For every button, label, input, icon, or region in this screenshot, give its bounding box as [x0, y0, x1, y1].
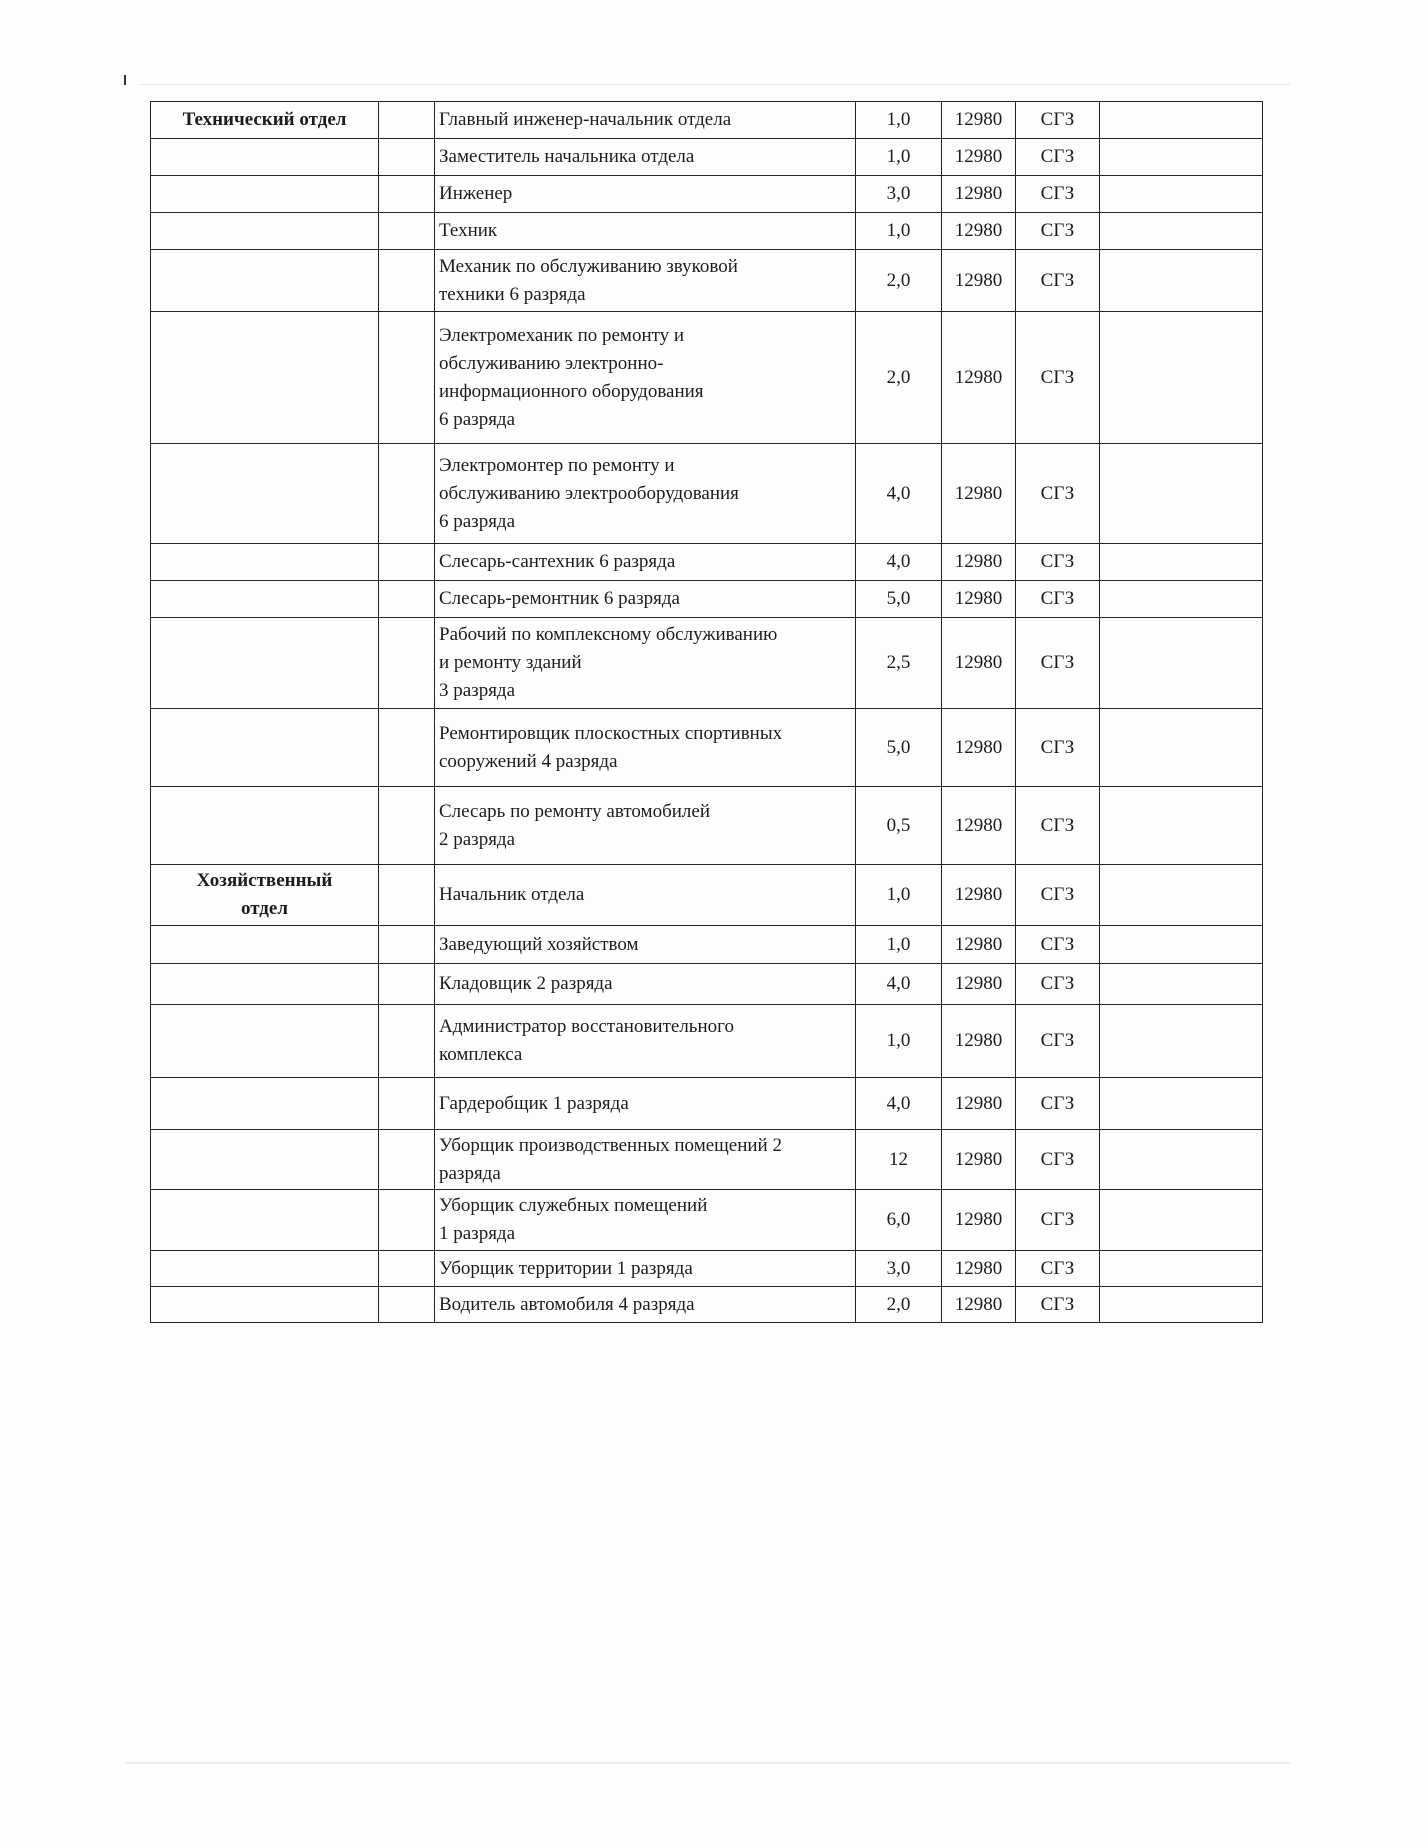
empty-cell: [379, 1078, 435, 1130]
staff-count: 1,0: [856, 102, 942, 139]
position-title: Слесарь-ремонтник 6 разряда: [435, 581, 856, 618]
note-cell: [1100, 709, 1263, 787]
note-cell: [1100, 1078, 1263, 1130]
note-cell: [1100, 444, 1263, 544]
staff-count: 1,0: [856, 139, 942, 176]
empty-cell: [379, 139, 435, 176]
empty-cell: [379, 213, 435, 250]
table-row: [151, 139, 1263, 176]
note-cell: [1100, 102, 1263, 139]
table-row: [151, 865, 1263, 926]
empty-cell: [379, 865, 435, 926]
note-cell: [1100, 1130, 1263, 1190]
note-cell: [1100, 787, 1263, 865]
staff-count: 3,0: [856, 1251, 942, 1287]
table-row: [151, 787, 1263, 865]
staff-count: 1,0: [856, 865, 942, 926]
pay-system-code: СГЗ: [1016, 581, 1100, 618]
pay-system-code: СГЗ: [1016, 865, 1100, 926]
note-cell: [1100, 176, 1263, 213]
salary-value: 12980: [942, 1190, 1016, 1251]
empty-cell: [379, 544, 435, 581]
position-title: Начальник отдела: [435, 865, 856, 926]
note-cell: [1100, 213, 1263, 250]
staff-count: 2,0: [856, 312, 942, 444]
empty-cell: [379, 250, 435, 312]
note-cell: [1100, 926, 1263, 964]
scan-shadow-line: [140, 84, 1290, 85]
table-row: [151, 1078, 1263, 1130]
salary-value: 12980: [942, 213, 1016, 250]
note-cell: [1100, 865, 1263, 926]
department-name: Хозяйственный отдел: [151, 865, 379, 926]
position-title: Механик по обслуживанию звуковой техники 6 разряда: [435, 250, 856, 312]
salary-value: 12980: [942, 1078, 1016, 1130]
note-cell: [1100, 1251, 1263, 1287]
staff-count: 4,0: [856, 1078, 942, 1130]
scan-edge-mark: [124, 75, 126, 85]
staff-count: 1,0: [856, 1005, 942, 1078]
position-title: Администратор восстановительного комплекса: [435, 1005, 856, 1078]
pay-system-code: СГЗ: [1016, 444, 1100, 544]
department-cell-continued: [151, 1078, 379, 1130]
empty-cell: [379, 787, 435, 865]
salary-value: 12980: [942, 544, 1016, 581]
pay-system-code: СГЗ: [1016, 1005, 1100, 1078]
salary-value: 12980: [942, 865, 1016, 926]
note-cell: [1100, 1005, 1263, 1078]
position-title: Рабочий по комплексному обслуживанию и ремонту зданий 3 разряда: [435, 618, 856, 709]
department-name: Технический отдел: [151, 102, 379, 139]
table-row: [151, 709, 1263, 787]
staff-count: 4,0: [856, 544, 942, 581]
pay-system-code: СГЗ: [1016, 787, 1100, 865]
table-row: [151, 926, 1263, 964]
empty-cell: [379, 1190, 435, 1251]
position-title: Слесарь по ремонту автомобилей 2 разряда: [435, 787, 856, 865]
staff-count: 2,0: [856, 1287, 942, 1323]
position-title: Электромеханик по ремонту и обслуживанию электронно- информационного оборудования 6 разряда: [435, 312, 856, 444]
department-cell-continued: [151, 1130, 379, 1190]
salary-value: 12980: [942, 312, 1016, 444]
department-cell-continued: [151, 1005, 379, 1078]
pay-system-code: СГЗ: [1016, 250, 1100, 312]
note-cell: [1100, 139, 1263, 176]
salary-value: 12980: [942, 444, 1016, 544]
staff-count: 12: [856, 1130, 942, 1190]
position-title: Уборщик служебных помещений 1 разряда: [435, 1190, 856, 1251]
department-cell-continued: [151, 250, 379, 312]
pay-system-code: СГЗ: [1016, 1130, 1100, 1190]
department-cell-continued: [151, 544, 379, 581]
salary-value: 12980: [942, 964, 1016, 1005]
pay-system-code: СГЗ: [1016, 964, 1100, 1005]
department-cell-continued: [151, 964, 379, 1005]
pay-system-code: СГЗ: [1016, 1251, 1100, 1287]
department-cell-continued: [151, 581, 379, 618]
staff-count: 2,0: [856, 250, 942, 312]
department-cell-continued: [151, 926, 379, 964]
empty-cell: [379, 964, 435, 1005]
empty-cell: [379, 618, 435, 709]
table-row: [151, 213, 1263, 250]
position-title: Уборщик территории 1 разряда: [435, 1251, 856, 1287]
staff-count: 6,0: [856, 1190, 942, 1251]
staffing-table: [150, 101, 1263, 1323]
note-cell: [1100, 964, 1263, 1005]
table-row: [151, 618, 1263, 709]
table-row: [151, 312, 1263, 444]
table-row: [151, 1190, 1263, 1251]
table-row: [151, 444, 1263, 544]
table-row: [151, 544, 1263, 581]
note-cell: [1100, 618, 1263, 709]
staff-count: 1,0: [856, 213, 942, 250]
pay-system-code: СГЗ: [1016, 1078, 1100, 1130]
department-cell-continued: [151, 176, 379, 213]
department-cell-continued: [151, 1190, 379, 1251]
salary-value: 12980: [942, 139, 1016, 176]
department-cell-continued: [151, 1287, 379, 1323]
table-row: [151, 1005, 1263, 1078]
pay-system-code: СГЗ: [1016, 176, 1100, 213]
staff-count: 1,0: [856, 926, 942, 964]
empty-cell: [379, 1287, 435, 1323]
pay-system-code: СГЗ: [1016, 544, 1100, 581]
pay-system-code: СГЗ: [1016, 926, 1100, 964]
staffing-table-body: [151, 102, 1263, 1323]
pay-system-code: СГЗ: [1016, 1287, 1100, 1323]
department-cell-continued: [151, 213, 379, 250]
department-cell-continued: [151, 444, 379, 544]
note-cell: [1100, 250, 1263, 312]
table-row: [151, 964, 1263, 1005]
pay-system-code: СГЗ: [1016, 213, 1100, 250]
staff-count: 4,0: [856, 964, 942, 1005]
department-cell-continued: [151, 709, 379, 787]
empty-cell: [379, 581, 435, 618]
empty-cell: [379, 444, 435, 544]
pay-system-code: СГЗ: [1016, 709, 1100, 787]
salary-value: 12980: [942, 1287, 1016, 1323]
salary-value: 12980: [942, 618, 1016, 709]
staff-count: 0,5: [856, 787, 942, 865]
position-title: Ремонтировщик плоскостных спортивных сооружений 4 разряда: [435, 709, 856, 787]
table-row: [151, 102, 1263, 139]
pay-system-code: СГЗ: [1016, 102, 1100, 139]
empty-cell: [379, 926, 435, 964]
table-row: [151, 1130, 1263, 1190]
note-cell: [1100, 312, 1263, 444]
salary-value: 12980: [942, 1251, 1016, 1287]
salary-value: 12980: [942, 787, 1016, 865]
salary-value: 12980: [942, 176, 1016, 213]
scan-shadow-line: [125, 1762, 1290, 1764]
table-row: [151, 581, 1263, 618]
position-title: Техник: [435, 213, 856, 250]
staff-count: 3,0: [856, 176, 942, 213]
table-row: [151, 250, 1263, 312]
table-row: [151, 1251, 1263, 1287]
position-title: Заместитель начальника отдела: [435, 139, 856, 176]
department-cell-continued: [151, 787, 379, 865]
table-row: [151, 1287, 1263, 1323]
salary-value: 12980: [942, 926, 1016, 964]
pay-system-code: СГЗ: [1016, 618, 1100, 709]
department-cell-continued: [151, 1251, 379, 1287]
salary-value: 12980: [942, 1130, 1016, 1190]
empty-cell: [379, 1130, 435, 1190]
note-cell: [1100, 1287, 1263, 1323]
note-cell: [1100, 581, 1263, 618]
position-title: Электромонтер по ремонту и обслуживанию электрооборудования 6 разряда: [435, 444, 856, 544]
position-title: Инженер: [435, 176, 856, 213]
department-cell-continued: [151, 312, 379, 444]
position-title: Заведующий хозяйством: [435, 926, 856, 964]
empty-cell: [379, 176, 435, 213]
pay-system-code: СГЗ: [1016, 139, 1100, 176]
staff-count: 5,0: [856, 709, 942, 787]
empty-cell: [379, 1005, 435, 1078]
empty-cell: [379, 312, 435, 444]
position-title: Водитель автомобиля 4 разряда: [435, 1287, 856, 1323]
salary-value: 12980: [942, 581, 1016, 618]
empty-cell: [379, 102, 435, 139]
salary-value: 12980: [942, 1005, 1016, 1078]
table-row: [151, 176, 1263, 213]
note-cell: [1100, 544, 1263, 581]
pay-system-code: СГЗ: [1016, 1190, 1100, 1251]
empty-cell: [379, 1251, 435, 1287]
position-title: Главный инженер-начальник отдела: [435, 102, 856, 139]
salary-value: 12980: [942, 709, 1016, 787]
pay-system-code: СГЗ: [1016, 312, 1100, 444]
position-title: Кладовщик 2 разряда: [435, 964, 856, 1005]
position-title: Уборщик производственных помещений 2 разряда: [435, 1130, 856, 1190]
position-title: Слесарь-сантехник 6 разряда: [435, 544, 856, 581]
staff-count: 4,0: [856, 444, 942, 544]
note-cell: [1100, 1190, 1263, 1251]
staff-count: 2,5: [856, 618, 942, 709]
salary-value: 12980: [942, 102, 1016, 139]
empty-cell: [379, 709, 435, 787]
department-cell-continued: [151, 618, 379, 709]
department-cell-continued: [151, 139, 379, 176]
staff-count: 5,0: [856, 581, 942, 618]
salary-value: 12980: [942, 250, 1016, 312]
position-title: Гардеробщик 1 разряда: [435, 1078, 856, 1130]
